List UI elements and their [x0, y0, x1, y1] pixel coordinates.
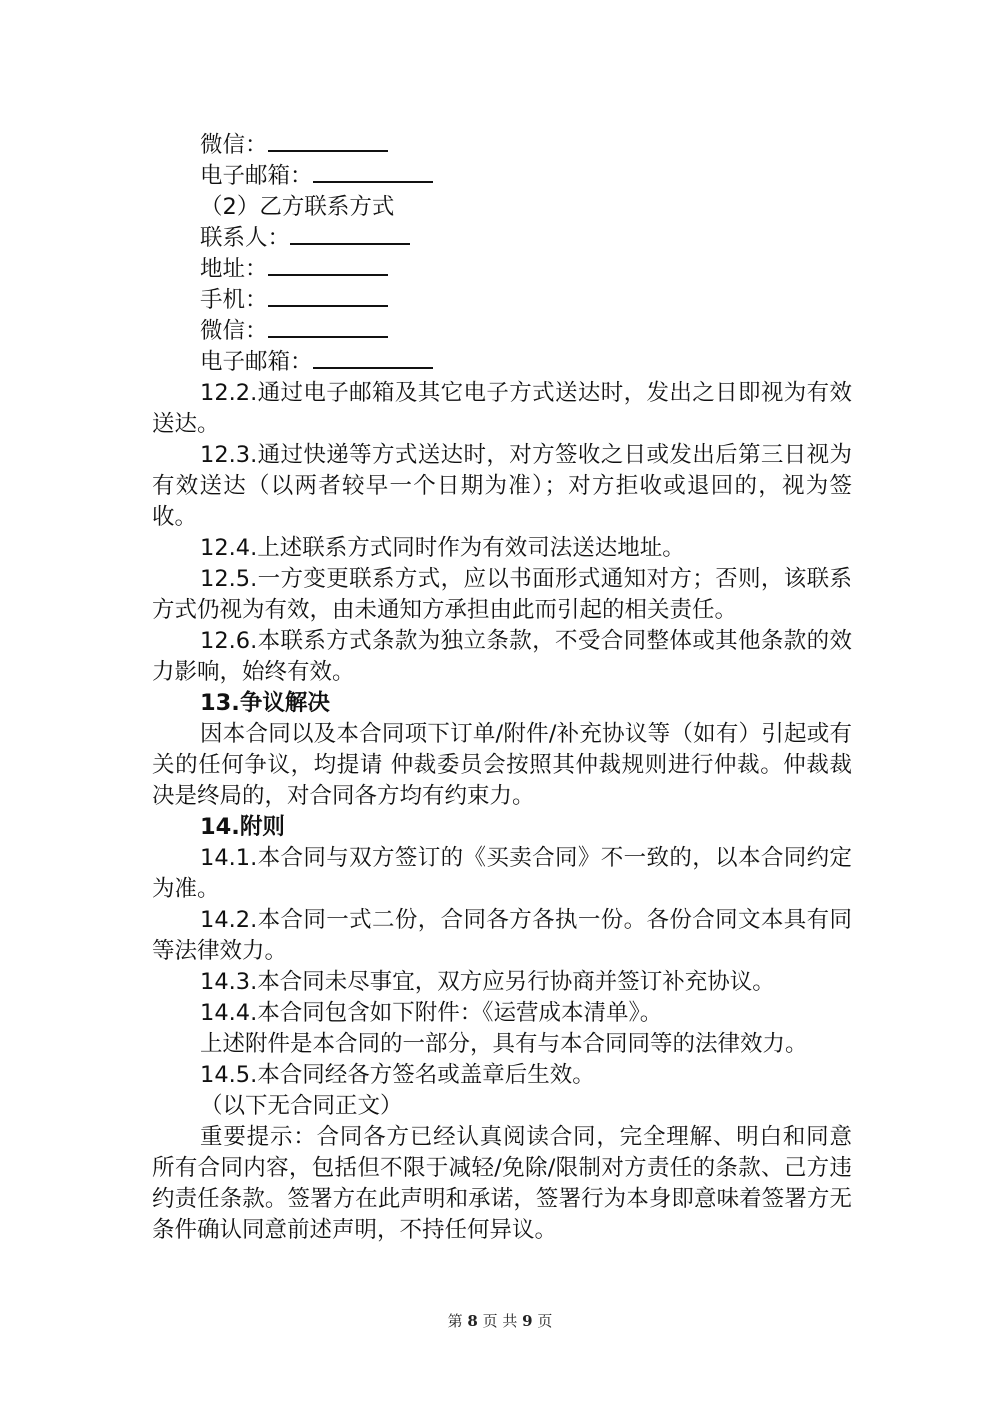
clause-12-3: 12.3.通过快递等方式送达时，对方签收之日或发出后第三日视为有效送达（以两者较早一个日期为准）；对方拒收或退回的，视为签收。	[152, 442, 852, 530]
section-13-body: 因本合同以及本合同项下订单/附件/补充协议等（如有）引起或有关的任何争议，均提请 仲裁委员会按照其仲裁规则进行仲裁。仲裁裁决是终局的，对合同各方均有约束力。	[152, 721, 852, 809]
party-a-email-label: 电子邮箱：	[200, 163, 313, 189]
party-a-wechat-row	[152, 130, 852, 161]
footer-prefix: 第	[447, 1312, 463, 1330]
party-b-wechat-row	[152, 316, 852, 347]
party-b-contact-person-row	[152, 223, 852, 254]
end-of-text-note: （以下无合同正文）	[200, 1093, 403, 1119]
party-b-phone-label: 手机：	[200, 287, 268, 313]
footer-total-pages: 9	[522, 1312, 533, 1330]
clause-14-1: 14.1.本合同与双方签订的《买卖合同》不一致的，以本合同约定为准。	[152, 845, 852, 902]
footer-middle: 页 共	[482, 1312, 518, 1330]
clause-14-4: 14.4.本合同包含如下附件：《运营成本清单》。	[200, 1000, 663, 1026]
party-b-phone-blank	[268, 285, 388, 307]
party-a-email-row	[152, 161, 852, 192]
clause-12-6: 12.6.本联系方式条款为独立条款，不受合同整体或其他条款的效力影响，始终有效。	[152, 628, 852, 685]
important-notice: 重要提示：合同各方已经认真阅读合同，完全理解、明白和同意所有合同内容，包括但不限于减轻/免除/限制对方责任的条款、己方违约责任条款。签署方在此声明和承诺，签署行为本身即意味着签署方无条件确认同意前述声明，不持任何异议。	[152, 1124, 852, 1243]
clause-14-5: 14.5.本合同经各方签名或盖章后生效。	[200, 1062, 595, 1088]
page-footer	[0, 1310, 1000, 1331]
party-b-email-label: 电子邮箱：	[200, 349, 313, 375]
attachment-note: 上述附件是本合同的一部分，具有与本合同同等的法律效力。	[200, 1031, 808, 1057]
section-13-heading: 13.争议解决	[200, 690, 330, 716]
clause-12-5: 12.5.一方变更联系方式，应以书面形式通知对方；否则，该联系方式仍视为有效，由未通知方承担由此而引起的相关责任。	[152, 566, 852, 623]
clause-14-2: 14.2.本合同一式二份，合同各方各执一份。各份合同文本具有同等法律效力。	[152, 907, 852, 964]
party-b-address-row	[152, 254, 852, 285]
party-b-email-blank	[313, 347, 433, 369]
party-a-wechat-label: 微信：	[200, 132, 268, 158]
party-b-phone-row	[152, 285, 852, 316]
party-a-wechat-blank	[268, 130, 388, 152]
contract-body	[152, 130, 852, 1246]
footer-suffix: 页	[537, 1312, 553, 1330]
clause-12-4: 12.4.上述联系方式同时作为有效司法送达地址。	[200, 535, 685, 561]
section-14-heading: 14.附则	[200, 814, 285, 840]
footer-page-number: 8	[467, 1312, 478, 1330]
party-b-contact-person-label: 联系人：	[200, 225, 291, 251]
clause-12-2: 12.2.通过电子邮箱及其它电子方式送达时，发出之日即视为有效送达。	[152, 380, 852, 437]
party-b-wechat-blank	[268, 316, 388, 338]
clause-14-3: 14.3.本合同未尽事宜，双方应另行协商并签订补充协议。	[200, 969, 775, 995]
party-b-wechat-label: 微信：	[200, 318, 268, 344]
party-b-address-blank	[268, 254, 388, 276]
party-b-email-row	[152, 347, 852, 378]
party-b-address-label: 地址：	[200, 256, 268, 282]
party-b-heading: （2）乙方联系方式	[200, 194, 395, 220]
party-a-email-blank	[313, 161, 433, 183]
party-b-contact-person-blank	[290, 223, 410, 245]
